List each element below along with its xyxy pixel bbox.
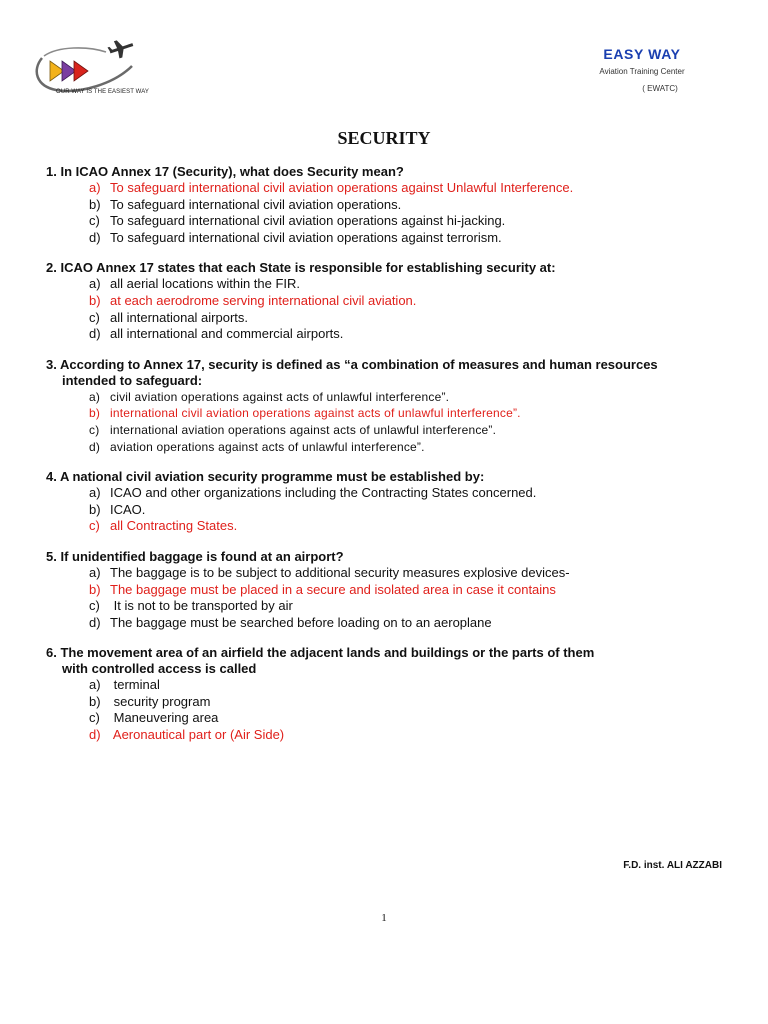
question-list xyxy=(46,164,736,758)
option-text: civil aviation operations against acts of unlawful interference”. xyxy=(110,389,450,404)
question-text: 4. A national civil aviation security programme must be established by: xyxy=(46,469,485,485)
company-logo xyxy=(28,36,164,108)
company-abbreviation: ( EWATC) xyxy=(642,84,678,93)
option-text: To safeguard international civil aviation operations. xyxy=(110,196,402,212)
question-4 xyxy=(46,469,736,535)
answer-option-correct xyxy=(46,293,736,310)
option-text: It is not to be transported by air xyxy=(110,598,293,614)
company-subtitle: Aviation Training Center xyxy=(599,67,685,76)
option-label: b) xyxy=(89,501,101,517)
option-label: a) xyxy=(89,677,101,693)
option-text: aviation operations against acts of unlawful interference”. xyxy=(110,439,425,454)
option-label: d) xyxy=(89,614,101,630)
question-text: 1. In ICAO Annex 17 (Security), what does Security mean? xyxy=(46,164,404,179)
question-text: 5. If unidentified baggage is found at an airport? xyxy=(46,548,344,564)
option-text: The baggage must be searched before loading on to an aeroplane xyxy=(110,614,492,630)
answer-option xyxy=(46,677,736,694)
option-text: Maneuvering area xyxy=(110,710,219,726)
answer-options xyxy=(46,180,736,246)
answer-option xyxy=(46,389,736,406)
question-6 xyxy=(46,645,736,743)
answer-options xyxy=(46,485,736,535)
option-text: ICAO. xyxy=(110,501,146,517)
option-text: Aeronautical part or (Air Side) xyxy=(110,727,285,743)
option-label: a) xyxy=(89,389,101,404)
question-text: intended to safeguard: xyxy=(62,372,203,388)
page-title: SECURITY xyxy=(337,128,431,148)
answer-option-correct xyxy=(46,518,736,535)
option-text: ICAO and other organizations including the Contracting States concerned. xyxy=(110,485,537,501)
option-text: The baggage is to be subject to additional security measures explosive devices- xyxy=(110,564,570,580)
page-number: 1 xyxy=(381,912,387,924)
option-label: b) xyxy=(89,693,101,709)
instructor-name: F.D. inst. ALI AZZABI xyxy=(623,860,722,871)
question-3 xyxy=(46,357,736,455)
question-2 xyxy=(46,260,736,342)
option-label: a) xyxy=(89,564,101,580)
option-label: a) xyxy=(89,180,101,195)
option-text: all international airports. xyxy=(110,309,249,325)
option-label: d) xyxy=(89,439,101,454)
answer-option-correct xyxy=(46,727,736,744)
option-text: international civil aviation operations against acts of unlawful interference”. xyxy=(110,406,521,421)
logo-tagline: OUR WAY IS THE EASIEST WAY xyxy=(56,89,149,95)
option-label: b) xyxy=(89,292,101,308)
question-text: 3. According to Annex 17, security is defined as “a combination of measures and human resources xyxy=(46,356,658,372)
answer-option xyxy=(46,615,736,632)
option-label: d) xyxy=(89,229,101,245)
answer-option xyxy=(46,276,736,293)
option-label: b) xyxy=(89,581,101,597)
option-text: security program xyxy=(110,693,211,709)
option-text: To safeguard international civil aviation operations against Unlawful Interference. xyxy=(110,180,574,195)
option-text: international aviation operations against acts of unlawful interference”. xyxy=(110,422,497,437)
option-label: d) xyxy=(89,326,101,342)
answer-option xyxy=(46,502,736,519)
answer-option-correct xyxy=(46,582,736,599)
option-label: d) xyxy=(89,727,101,743)
answer-option xyxy=(46,310,736,327)
option-text: at each aerodrome serving international civil aviation. xyxy=(110,292,417,308)
option-label: a) xyxy=(89,276,101,292)
option-text: The baggage must be placed in a secure and isolated area in case it contains xyxy=(110,581,556,597)
answer-option xyxy=(46,694,736,711)
answer-option xyxy=(46,439,736,456)
answer-option xyxy=(46,422,736,439)
logo-graphic-icon xyxy=(28,36,164,108)
question-text: 6. The movement area of an airfield the adjacent lands and buildings or the parts of them xyxy=(46,645,595,661)
question-1 xyxy=(46,164,736,246)
answer-option xyxy=(46,230,736,247)
option-label: c) xyxy=(89,422,100,437)
option-text: all Contracting States. xyxy=(110,518,238,534)
option-label: b) xyxy=(89,406,101,421)
answer-option xyxy=(46,598,736,615)
answer-option xyxy=(46,197,736,214)
answer-options xyxy=(46,389,736,455)
option-text: all international and commercial airports. xyxy=(110,326,344,342)
answer-option xyxy=(46,565,736,582)
answer-options xyxy=(46,677,736,743)
option-label: b) xyxy=(89,196,101,212)
option-label: c) xyxy=(89,518,100,534)
option-text: all aerial locations within the FIR. xyxy=(110,276,301,292)
option-label: c) xyxy=(89,213,100,229)
option-text: To safeguard international civil aviation operations against terrorism. xyxy=(110,229,502,245)
answer-options xyxy=(46,565,736,631)
option-text: terminal xyxy=(110,677,160,693)
company-name: EASY WAY xyxy=(603,46,681,62)
option-label: c) xyxy=(89,710,100,726)
answer-option xyxy=(46,710,736,727)
answer-option xyxy=(46,213,736,230)
option-label: a) xyxy=(89,485,101,501)
answer-option-correct xyxy=(46,405,736,422)
question-text: with controlled access is called xyxy=(62,661,257,677)
answer-option xyxy=(46,326,736,343)
answer-options xyxy=(46,276,736,342)
question-text: 2. ICAO Annex 17 states that each State is responsible for establishing security at: xyxy=(46,260,556,276)
question-5 xyxy=(46,549,736,631)
answer-option xyxy=(46,485,736,502)
option-text: To safeguard international civil aviation operations against hi-jacking. xyxy=(110,213,506,229)
answer-option-correct xyxy=(46,180,736,197)
option-label: c) xyxy=(89,309,100,325)
company-block xyxy=(572,46,712,93)
option-label: c) xyxy=(89,598,100,614)
